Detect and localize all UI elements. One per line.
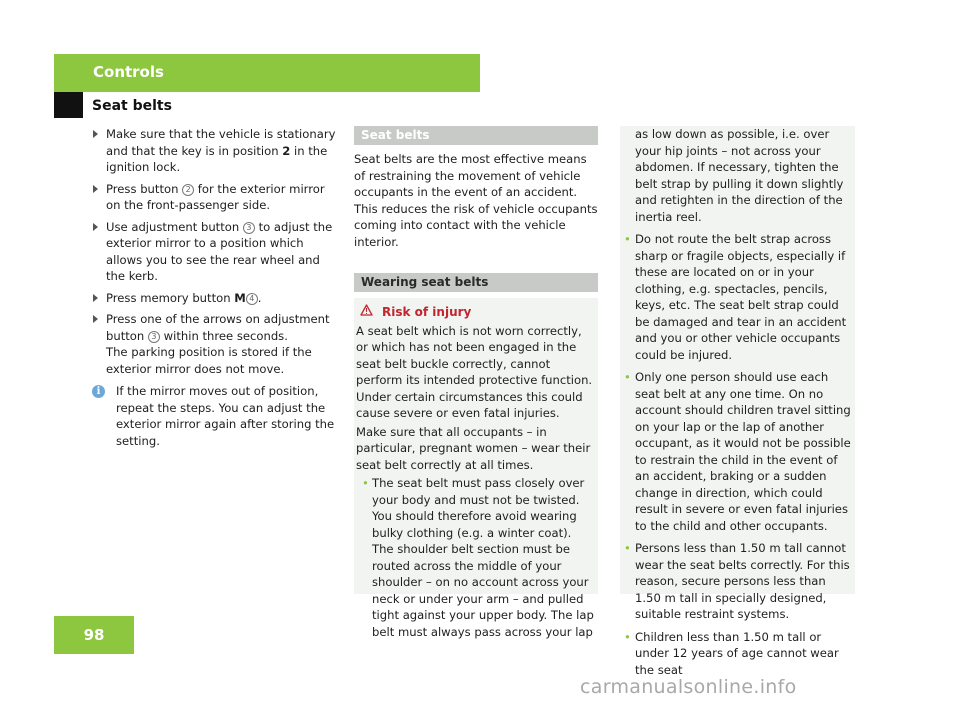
seat-belts-column [354,126,598,639]
list-item: • Children less than 1.50 m tall or under 12 years of age cannot wear the seat [624,629,839,677]
warning-triangle-icon [360,304,373,316]
step-3: Use adjustment button 3 to adjust the exterior mirror to a position which allows you to see the rear wheel and the kerb. [92,219,340,285]
step-4: Press memory button M 4 . [92,290,340,307]
warning-paragraph-2: Make sure that all occupants – in particular, pregnant women – wear their seat belt correctly at all times. [356,424,591,472]
bullet-dot-icon: • [624,370,631,384]
section-title: Seat belts [92,98,172,114]
callout-number: 3 [148,331,160,343]
bullet-dot-icon: • [624,232,631,246]
step-arrow-icon [93,294,98,302]
page-number: 98 [54,616,134,654]
seat-belts-intro: Seat belts are the most effective means of restraining the movement of vehicle occupants in the event of an accident. This reduces the risk of vehicle occupants coming into contact with the vehicle interior. [354,152,598,249]
list-item: • Only one person should use each seat belt at any one time. On no account should children travel sitting on your lap or the lap of another occupant, as it would not be possible to restrain the child in the event of an accident, braking or a sudden change in direction, which could result in severe or even fatal injuries to the child and other occupants. [624,370,851,533]
watermark: carmanualsonline.info [580,676,797,698]
step-arrow-icon [93,185,98,193]
bullet-dot-icon: • [624,629,631,644]
seat-belts-header: Seat belts [354,126,598,145]
step-5-result: The parking position is stored if the exterior mirror does not move. [106,345,312,376]
warning-title: Risk of injury [356,304,596,321]
chapter-label: Controls [93,63,164,81]
bullet-dot-icon: • [624,541,631,555]
continuation-text: as low down as possible, i.e. over your hip joints – not across your abdomen. If necessary, tighten the belt strap by pulling it down slightly and retighten in the direction of the inertia reel. [635,127,844,224]
step-1: Make sure that the vehicle is stationary and that the key is in position 2 in the ignition lock. [92,126,340,176]
step-2: Press button 2 for the exterior mirror on the front-passenger side. [92,181,340,214]
step-arrow-icon [93,130,98,138]
list-item: • Do not route the belt strap across sharp or fragile objects, especially if these are located on or in your clothing, e.g. spectacles, pencils, keys, etc. The seat belt strap could be damaged and tear in an accident and you or other vehicle occupants could be injured. [624,232,847,362]
step-arrow-icon [93,223,98,231]
bullet-dot-icon: • [362,476,369,490]
list-item: • The seat belt must pass closely over your body and must not be twisted. You should therefore avoid wearing bulky clothing (e.g. a winter coat). The shoulder belt section must be routed across the middle of your shoulder – on no account across your neck or under your arm – and pulled tight against your upper body. The lap belt must always pass across your lap [362,476,594,639]
warning-paragraph-1: A seat belt which is not worn correctly, or which has not been engaged in the seat belt buckle correctly, cannot perform its intended protective function. Under certain circumstances this could cause severe or even fatal injuries. [356,323,593,420]
info-icon: i [92,385,105,398]
warning-continuation-column [620,126,855,677]
instructions-column [92,126,340,449]
corner-mark [54,92,83,118]
step-5: Press one of the arrows on adjustment button 3 within three seconds. The parking position is stored if the exterior mirror does not move. [92,311,340,377]
step-arrow-icon [93,315,98,323]
warning-box [354,298,598,639]
info-note: i If the mirror moves out of position, repeat the steps. You can adjust the exterior mirror again after storing the setting. [92,383,340,449]
list-item: • Persons less than 1.50 m tall cannot wear the seat belts correctly. For this reason, secure persons less than 1.50 m tall in specially designed, suitable restraint systems. [624,541,850,621]
callout-number: 2 [182,184,194,196]
wearing-seat-belts-header: Wearing seat belts [354,273,598,292]
callout-number: 4 [246,293,258,305]
callout-number: 3 [243,222,255,234]
